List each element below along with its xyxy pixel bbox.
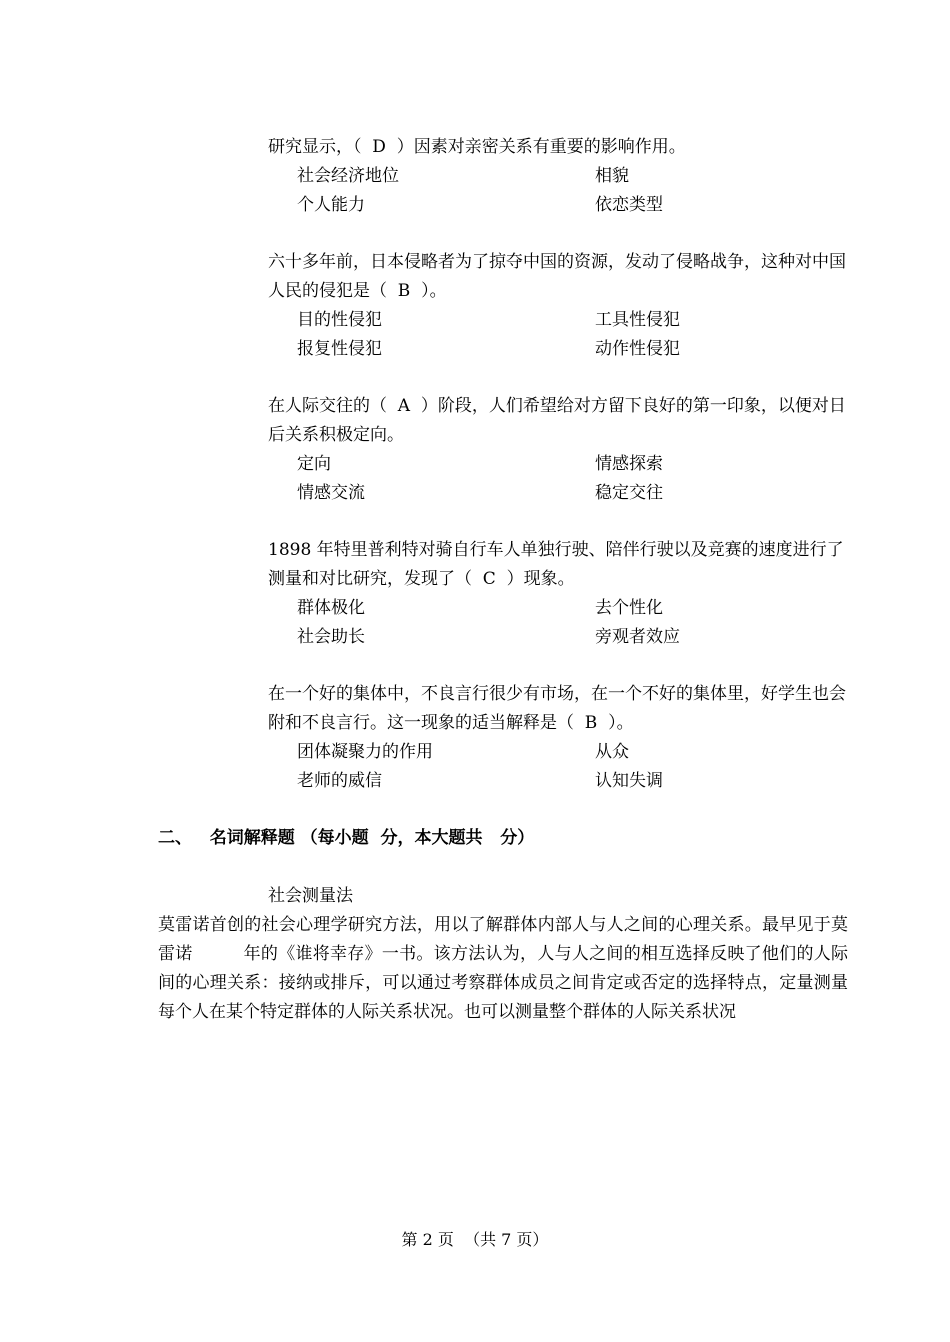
option-b: 工具性侵犯 [595, 310, 680, 330]
question-options [297, 450, 848, 508]
option-b: 情感探索 [595, 454, 663, 474]
question-4 [268, 536, 848, 652]
option-d: 认知失调 [595, 771, 663, 791]
question-stem: 在一个好的集体中，不良言行很少有市场，在一个不好的集体里，好学生也会附和不良言行。这一现象的适当解释是（ B ）。 [268, 684, 846, 733]
page-number: 第 2 页 （共 7 页） [401, 1230, 549, 1249]
term-title: 社会测量法 [268, 886, 353, 906]
option-b: 去个性化 [595, 598, 663, 618]
question-stem: 在人际交往的（ A ）阶段，人们希望给对方留下良好的第一印象，以便对日后关系积极定向。 [268, 396, 846, 445]
question-options [297, 162, 848, 220]
question-options [297, 738, 848, 796]
option-c: 社会助长 [297, 627, 365, 647]
question-options [297, 594, 848, 652]
option-b: 从众 [595, 742, 629, 762]
question-1 [268, 133, 848, 220]
question-3 [268, 392, 848, 508]
option-a: 群体极化 [297, 598, 365, 618]
term-definition: 莫雷诺首创的社会心理学研究方法，用以了解群体内部人与人之间的心理关系。最早见于莫雷诺 年的《谁将幸存》一书。该方法认为，人与人之间的相互选择反映了他们的人际间的心理关系：接纳或排斥，可以通过考察群体成员之间肯定或否定的选择特点，定量测量每个人在某个特定群体的人际关系状况。也可以测量整个群体的人际关系状况 [158, 915, 848, 1022]
option-d: 稳定交往 [595, 483, 663, 503]
option-a: 目的性侵犯 [297, 310, 382, 330]
question-options [297, 306, 848, 364]
option-a: 社会经济地位 [297, 166, 399, 186]
question-stem: 1898 年特里普利特对骑自行车人单独行驶、陪伴行驶以及竞赛的速度进行了测量和对比研究，发现了（ C ）现象。 [268, 540, 844, 589]
question-5 [268, 680, 848, 796]
option-c: 老师的威信 [297, 771, 382, 791]
option-a: 定向 [297, 454, 331, 474]
section-heading: 二、 名词解释题 （每小题 分，本大题共 分） [158, 828, 535, 848]
question-2 [268, 248, 848, 364]
question-stem: 研究显示，（ D ）因素对亲密关系有重要的影响作用。 [268, 137, 686, 157]
option-b: 相貌 [595, 166, 629, 186]
option-c: 报复性侵犯 [297, 339, 382, 359]
question-stem: 六十多年前，日本侵略者为了掠夺中国的资源，发动了侵略战争，这种对中国人民的侵犯是（ B ）。 [268, 252, 846, 301]
option-c: 个人能力 [297, 195, 365, 215]
option-a: 团体凝聚力的作用 [297, 742, 433, 762]
option-d: 依恋类型 [595, 195, 663, 215]
option-d: 旁观者效应 [595, 627, 680, 647]
option-d: 动作性侵犯 [595, 339, 680, 359]
option-c: 情感交流 [297, 483, 365, 503]
